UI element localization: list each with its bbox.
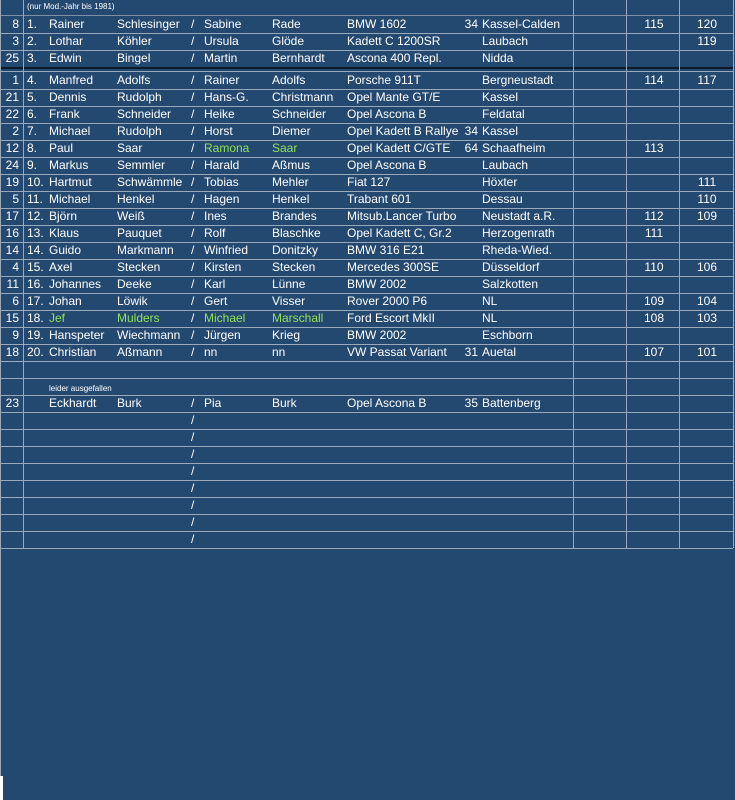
- cell-num: 23: [5, 396, 19, 410]
- cell-cl: Schneider: [272, 107, 327, 121]
- cell-cf: Rainer: [204, 73, 240, 87]
- cell-s2: 110: [697, 192, 717, 206]
- cell-s1: 111: [644, 226, 664, 240]
- cell-cf: Tobias: [204, 175, 239, 189]
- cell-cf: Ramona: [204, 141, 250, 155]
- cell-cl: Burk: [272, 396, 297, 410]
- cell-cf: Hagen: [204, 192, 240, 206]
- cell-ln: Mulders: [117, 311, 160, 325]
- cell-cl: Aßmus: [272, 158, 311, 172]
- table-row: [0, 429, 733, 447]
- table-row: [0, 344, 733, 362]
- cell-fn: Markus: [49, 158, 89, 172]
- cell-s2: 120: [696, 17, 718, 31]
- cell-fn: Klaus: [49, 226, 80, 240]
- cell-cl: Stecken: [272, 260, 316, 274]
- cell-car: Opel Kadett C/GTE: [347, 141, 451, 155]
- cell-pos: 12.: [27, 209, 44, 223]
- cell-fn: Johannes: [49, 277, 102, 291]
- cell-num: 9: [12, 328, 19, 342]
- cell-cf: Martin: [204, 51, 238, 65]
- cell-num: 8: [12, 17, 19, 31]
- cell-s1: 110: [644, 260, 664, 274]
- table-row: [0, 514, 733, 532]
- cell-car: BMW 2002: [347, 328, 407, 342]
- cell-s1: 113: [644, 141, 664, 155]
- cell-pos: 2.: [27, 34, 38, 48]
- cell-s1: 114: [644, 73, 664, 87]
- cell-city: Nidda: [482, 51, 514, 65]
- table-row: [0, 157, 733, 175]
- cell-city: Salzkotten: [482, 277, 539, 291]
- cell-ln: Stecken: [117, 260, 161, 274]
- cell-city: Laubach: [482, 34, 529, 48]
- separator-slash: /: [191, 209, 195, 223]
- cell-pos: 19.: [27, 328, 44, 342]
- cell-cn: 64: [464, 141, 478, 155]
- cell-city: Feldatal: [482, 107, 525, 121]
- table-row: [0, 310, 733, 328]
- table-row: [0, 531, 733, 549]
- separator-slash: /: [191, 243, 195, 257]
- cell-fn: Michael: [49, 124, 91, 138]
- cell-pos: 4.: [27, 73, 38, 87]
- cell-cl: Visser: [272, 294, 306, 308]
- cell-ln: Wiechmann: [117, 328, 181, 342]
- cell-car: Fiat 127: [347, 175, 391, 189]
- table-row: [0, 208, 733, 226]
- cell-cf: Rolf: [204, 226, 226, 240]
- cell-cf: nn: [204, 345, 218, 359]
- cell-city: NL: [482, 294, 498, 308]
- cell-city: Auetal: [482, 345, 517, 359]
- cell-num: 14: [5, 243, 19, 257]
- table-row: [0, 242, 733, 260]
- cell-cf: Horst: [204, 124, 233, 138]
- cell-cl: Blaschke: [272, 226, 321, 240]
- separator-slash: /: [191, 17, 195, 31]
- cell-s1: 109: [643, 294, 665, 308]
- cell-car: BMW 316 E21: [347, 243, 425, 257]
- cell-s2: 104: [696, 294, 718, 308]
- cell-num: 11: [6, 277, 19, 291]
- cell-cf: Winfried: [204, 243, 249, 257]
- cell-pos: 11.: [27, 192, 43, 206]
- cell-s2: 111: [697, 175, 717, 189]
- header-row: [0, 0, 733, 16]
- cell-pos: 8.: [27, 141, 38, 155]
- cell-fn: Eckhardt: [49, 396, 97, 410]
- cell-ln: Pauquet: [117, 226, 162, 240]
- cell-city: Düsseldorf: [482, 260, 540, 274]
- separator-slash: /: [191, 34, 195, 48]
- cell-car: Rover 2000 P6: [347, 294, 428, 308]
- cell-fn: Paul: [49, 141, 74, 155]
- cell-cl: Marschall: [272, 311, 324, 325]
- cell-cn: 31: [464, 345, 478, 359]
- header-note: (nur Mod.-Jahr bis 1981): [27, 2, 115, 11]
- cell-cl: Rade: [272, 17, 301, 31]
- cell-cf: Gert: [204, 294, 228, 308]
- cell-cl: Bernhardt: [272, 51, 325, 65]
- cell-pos: 6.: [27, 107, 38, 121]
- cell-cn: 34: [464, 17, 478, 31]
- separator-slash: /: [191, 396, 195, 410]
- cell-fn: Michael: [49, 192, 91, 206]
- cell-car: Ford Escort MkII: [347, 311, 436, 325]
- blank-row: [0, 361, 733, 379]
- cell-pos: 3.: [27, 51, 38, 65]
- cell-s2: 119: [697, 34, 717, 48]
- cell-cl: Diemer: [272, 124, 311, 138]
- cell-ln: Henkel: [117, 192, 155, 206]
- cell-cf: Karl: [204, 277, 226, 291]
- cell-ln: Markmann: [117, 243, 174, 257]
- cell-num: 1: [12, 73, 19, 87]
- cell-car: Opel Kadett B Rallye: [347, 124, 459, 138]
- cell-car: Opel Ascona B: [347, 107, 427, 121]
- cell-ln: Semmler: [117, 158, 166, 172]
- separator-slash: /: [191, 73, 195, 87]
- cell-num: 3: [12, 34, 19, 48]
- cell-pos: 5.: [27, 90, 38, 104]
- separator-slash: /: [191, 277, 195, 291]
- grid-line: [679, 0, 680, 548]
- cell-cl: Adolfs: [272, 73, 306, 87]
- cell-pos: 20.: [27, 345, 44, 359]
- cell-ln: Deeke: [117, 277, 152, 291]
- cell-cf: Pia: [204, 396, 222, 410]
- separator-slash: /: [191, 294, 195, 308]
- cell-s1: 107: [643, 345, 665, 359]
- separator-slash: /: [191, 158, 195, 172]
- cell-num: 25: [5, 51, 19, 65]
- cell-ln: Rudolph: [117, 124, 162, 138]
- table-row: [0, 140, 733, 158]
- cell-cf: Jürgen: [204, 328, 241, 342]
- cell-num: 12: [5, 141, 19, 155]
- cell-num: 21: [5, 90, 19, 104]
- sheet-tail: [0, 776, 735, 800]
- table-row: [0, 72, 733, 90]
- cell-cf: Hans-G.: [204, 90, 249, 104]
- table-row: [0, 497, 733, 515]
- table-row: [0, 395, 733, 413]
- cell-fn: Rainer: [49, 17, 85, 31]
- cell-cl: Christmann: [272, 90, 334, 104]
- cell-s1: 115: [644, 17, 664, 31]
- separator-slash: /: [191, 328, 195, 342]
- cell-num: 18: [5, 345, 19, 359]
- cell-city: NL: [482, 311, 498, 325]
- cell-ln: Burk: [117, 396, 142, 410]
- cell-car: BMW 1602: [347, 17, 407, 31]
- separator-slash: /: [191, 311, 195, 325]
- cell-city: Herzogenrath: [482, 226, 555, 240]
- cell-num: 19: [5, 175, 19, 189]
- cell-cl: Henkel: [272, 192, 310, 206]
- cell-ln: Schwämmle: [117, 175, 183, 189]
- cell-city: Battenberg: [482, 396, 541, 410]
- cell-car: Trabant 601: [347, 192, 412, 206]
- cell-ln: Aßmann: [117, 345, 163, 359]
- cell-cl: Krieg: [272, 328, 301, 342]
- cell-num: 16: [5, 226, 19, 240]
- cell-car: Porsche 911T: [347, 73, 421, 87]
- table-row: [0, 276, 733, 294]
- cell-num: 6: [12, 294, 19, 308]
- table-row: [0, 33, 733, 51]
- table-row: [0, 446, 733, 464]
- cell-city: Rheda-Wied.: [482, 243, 553, 257]
- separator-slash: /: [191, 260, 195, 274]
- cell-pos: 13.: [27, 226, 44, 240]
- cell-fn: Johan: [49, 294, 82, 308]
- cell-num: 15: [5, 311, 19, 325]
- cell-ln: Schlesinger: [117, 17, 180, 31]
- cell-city: Höxter: [482, 175, 518, 189]
- cell-s2: 106: [696, 260, 718, 274]
- cell-fn: Jef: [49, 311, 66, 325]
- cell-city: Kassel: [482, 124, 519, 138]
- table-row: [0, 259, 733, 277]
- dnf-label-row: [0, 379, 733, 394]
- table-row: [0, 123, 733, 141]
- cell-car: Kadett C 1200SR: [347, 34, 441, 48]
- cell-fn: Frank: [49, 107, 80, 121]
- cell-fn: Axel: [49, 260, 73, 274]
- cell-fn: Hanspeter: [49, 328, 105, 342]
- separator-slash: /: [191, 107, 195, 121]
- cell-fn: Christian: [49, 345, 97, 359]
- cell-city: Schaafheim: [482, 141, 546, 155]
- cell-car: Ascona 400 Repl.: [347, 51, 442, 65]
- dnf-label: leider ausgefallen: [49, 384, 112, 393]
- separator-slash: /: [191, 141, 195, 155]
- separator-slash: /: [191, 192, 195, 206]
- cell-ln: Bingel: [117, 51, 151, 65]
- cell-city: Kassel: [482, 90, 519, 104]
- cell-fn: Guido: [49, 243, 82, 257]
- separator-slash: /: [191, 481, 195, 495]
- grid-line: [23, 0, 24, 548]
- separator-slash: /: [191, 124, 195, 138]
- cell-pos: 1.: [27, 17, 38, 31]
- cell-s2: 109: [696, 209, 718, 223]
- cell-fn: Lothar: [49, 34, 84, 48]
- cell-num: 2: [12, 124, 19, 138]
- separator-slash: /: [191, 464, 195, 478]
- table-row: [0, 480, 733, 498]
- cell-cf: Sabine: [204, 17, 242, 31]
- cell-s1: 108: [643, 311, 665, 325]
- cell-car: Mitsub.Lancer Turbo: [347, 209, 457, 223]
- cell-ln: Rudolph: [117, 90, 162, 104]
- cell-cf: Michael: [204, 311, 246, 325]
- table-row: [0, 412, 733, 430]
- cell-num: 22: [5, 107, 19, 121]
- cell-cl: Mehler: [272, 175, 309, 189]
- cell-pos: 10.: [27, 175, 44, 189]
- cell-cl: Lünne: [272, 277, 306, 291]
- cell-s1: 112: [644, 209, 664, 223]
- cell-ln: Köhler: [117, 34, 152, 48]
- cell-cf: Kirsten: [204, 260, 242, 274]
- cell-num: 17: [5, 209, 19, 223]
- cell-num: 4: [12, 260, 19, 274]
- cell-city: Neustadt a.R.: [482, 209, 556, 223]
- cell-city: Dessau: [482, 192, 523, 206]
- cell-cl: Glöde: [272, 34, 305, 48]
- cell-cf: Ines: [204, 209, 227, 223]
- grid-line: [733, 0, 734, 548]
- cell-fn: Hartmut: [49, 175, 92, 189]
- cell-pos: 15.: [27, 260, 44, 274]
- separator-slash: /: [191, 515, 195, 529]
- cell-ln: Schneider: [117, 107, 172, 121]
- table-row: [0, 106, 733, 124]
- sheet-edge: [0, 0, 1, 776]
- cell-car: Opel Kadett C, Gr.2: [347, 226, 452, 240]
- cell-cl: Saar: [272, 141, 298, 155]
- cell-pos: 16.: [27, 277, 44, 291]
- cell-car: VW Passat Variant: [347, 345, 447, 359]
- cell-num: 5: [12, 192, 19, 206]
- cell-city: Bergneustadt: [482, 73, 554, 87]
- cell-cl: nn: [272, 345, 286, 359]
- table-row: [0, 463, 733, 481]
- table-row: [0, 16, 733, 34]
- separator-slash: /: [191, 532, 195, 546]
- separator-slash: /: [191, 51, 195, 65]
- cell-cf: Heike: [204, 107, 235, 121]
- cell-fn: Manfred: [49, 73, 94, 87]
- separator-slash: /: [191, 90, 195, 104]
- grid-line: [573, 0, 574, 548]
- separator-slash: /: [191, 430, 195, 444]
- table-row: [0, 225, 733, 243]
- grid-line: [626, 0, 627, 548]
- cell-s2: 103: [696, 311, 718, 325]
- cell-ln: Löwik: [117, 294, 148, 308]
- cell-ln: Adolfs: [117, 73, 151, 87]
- separator-slash: /: [191, 345, 195, 359]
- cell-pos: 7.: [27, 124, 38, 138]
- cell-city: Eschborn: [482, 328, 533, 342]
- cell-car: BMW 2002: [347, 277, 407, 291]
- cell-fn: Dennis: [49, 90, 87, 104]
- separator-slash: /: [191, 175, 195, 189]
- cell-cn: 34: [464, 124, 478, 138]
- cell-ln: Saar: [117, 141, 143, 155]
- separator-slash: /: [191, 498, 195, 512]
- cell-pos: 9.: [27, 158, 38, 172]
- cell-cn: 35: [464, 396, 478, 410]
- cell-cf: Ursula: [204, 34, 239, 48]
- cell-pos: 14.: [27, 243, 44, 257]
- cell-car: Opel Mante GT/E: [347, 90, 441, 104]
- cell-city: Kassel-Calden: [482, 17, 561, 31]
- cell-pos: 18.: [27, 311, 44, 325]
- cell-car: Opel Ascona B: [347, 396, 427, 410]
- table-row: [0, 191, 733, 209]
- cell-ln: Weiß: [117, 209, 145, 223]
- table-row: [0, 327, 733, 345]
- cell-s2: 117: [697, 73, 717, 87]
- separator-slash: /: [191, 226, 195, 240]
- cell-pos: 17.: [27, 294, 44, 308]
- cell-s2: 101: [696, 345, 718, 359]
- cell-fn: Edwin: [49, 51, 82, 65]
- table-row: [0, 174, 733, 192]
- cell-cf: Harald: [204, 158, 240, 172]
- cell-car: Opel Ascona B: [347, 158, 427, 172]
- cell-cl: Donitzky: [272, 243, 319, 257]
- cell-fn: Björn: [49, 209, 78, 223]
- cell-car: Mercedes 300SE: [347, 260, 440, 274]
- cell-num: 24: [5, 158, 19, 172]
- separator-slash: /: [191, 413, 195, 427]
- cell-city: Laubach: [482, 158, 529, 172]
- cell-cl: Brandes: [272, 209, 317, 223]
- table-row: [0, 293, 733, 311]
- separator-slash: /: [191, 447, 195, 461]
- table-row: [0, 89, 733, 107]
